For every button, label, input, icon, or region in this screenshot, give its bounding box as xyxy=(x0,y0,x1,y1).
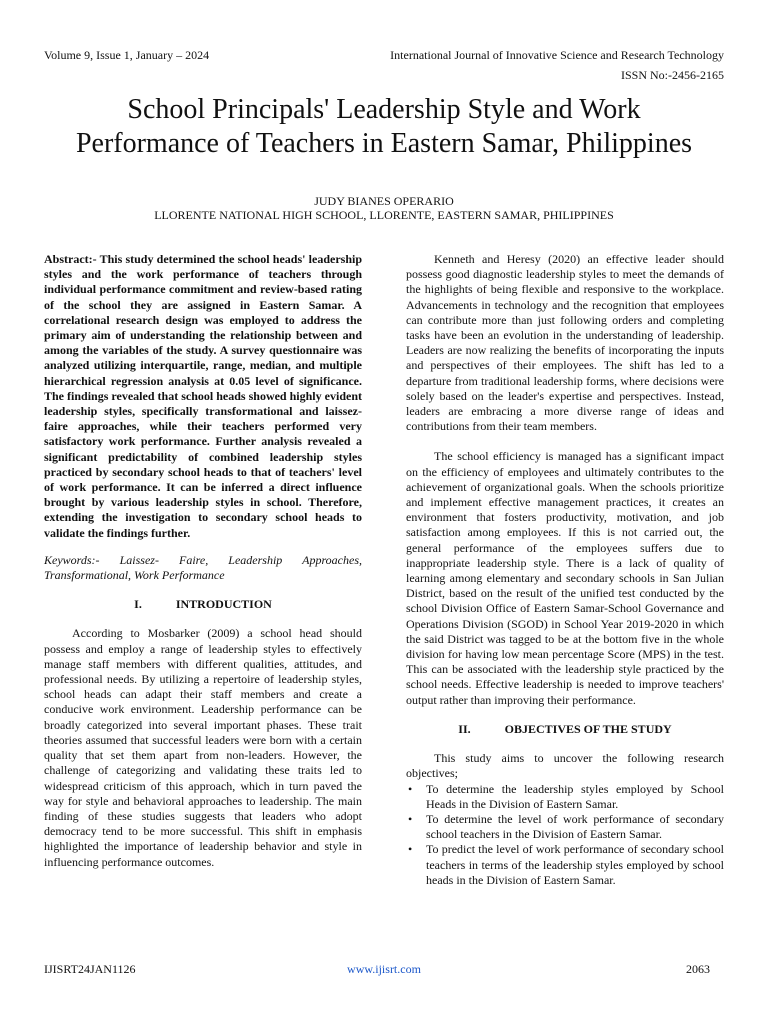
title-line-1: School Principals' Leadership Style and Work xyxy=(127,94,641,125)
objective-item xyxy=(406,812,724,842)
objectives-number: II. xyxy=(458,721,471,736)
bullet-icon: • xyxy=(408,781,413,796)
left-column xyxy=(44,252,362,870)
intro-title: INTRODUCTION xyxy=(175,597,272,612)
keywords: Keywords:- Laissez- Faire, Leadership Approaches, Transformational, Work Performance xyxy=(44,552,362,583)
objectives-list xyxy=(406,782,724,888)
bullet-icon: • xyxy=(408,842,413,857)
footer-website-link[interactable]: www.ijisrt.com xyxy=(347,962,421,976)
page-number: 2063 xyxy=(686,962,710,976)
intro-paragraph-1: According to Mosbarker (2009) a school head should possess and employ a range of leadership styles to effectively manage staff members with different qualities, attitudes, and professional needs. By utilizing a repertoire of leadership styles, school heads can adapt their staff members and create a conducive work environment. Leadership performance can be broadly categorized into several important phases. These trait theories assumed that successful leaders were born with a certain quality that set them apart from non-leaders. However, the challenge of categorizing and validating these traits led to widespread criticism of this approach, which in turn paved the way for style and behavioral approaches to leadership. The main finding of these studies suggests that leaders who adopt democracy tend to be more successful. This shift in emphasis highlighted the importance of leadership behavior and style in influencing performance outcomes. xyxy=(44,626,362,869)
objective-text: To predict the level of work performance of secondary school teachers in terms of the leadership styles employed by school heads in the Division of Eastern Samar. xyxy=(426,842,724,887)
objectives-title: OBJECTIVES OF THE STUDY xyxy=(504,721,672,736)
paper-title xyxy=(30,93,738,161)
objectives-heading xyxy=(406,722,724,737)
header-journal: International Journal of Innovative Science and Research Technology xyxy=(390,48,724,62)
footer-code: IJISRT24JAN1126 xyxy=(44,962,136,976)
objective-item xyxy=(406,782,724,812)
title-line-2: Performance of Teachers in Eastern Samar, Philippines xyxy=(75,128,693,159)
right-column xyxy=(406,252,724,888)
objective-text: To determine the leadership styles employed by School Heads in the Division of Eastern Samar. xyxy=(426,781,724,811)
abstract: Abstract:- This study determined the school heads' leadership styles and the work performance of teachers through individual performance commitment and review-based rating of the school they are assigned in Eastern Samar. A correlational research design was employed to address the primary aim of understanding the relationship between and among the variables of the study. A survey questionnaire was analyzed utilizing interquartile, range, median, and multiple hierarchical regression analysis at 0.05 level of significance. The findings revealed that school heads showed highly evident leadership styles, specifically transformational and laissez-faire approaches, while their teachers performed very satisfactory work performance. Further analysis revealed a significant predictability of combined leadership styles practiced by secondary school heads to that of teachers' level of work performance. It can be inferred a direct influence brought by various leadership styles in school. Therefore, extending the investigation to secondary school heads to validate the findings further. xyxy=(44,252,362,540)
objective-text: To determine the level of work performance of secondary school teachers in the Division of Eastern Samar. xyxy=(426,811,724,842)
header-issn: ISSN No:-2456-2165 xyxy=(620,68,724,82)
objective-item xyxy=(406,842,724,888)
author-name: JUDY BIANES OPERARIO xyxy=(314,194,454,208)
header-volume: Volume 9, Issue 1, January – 2024 xyxy=(44,48,210,62)
intro-paragraph-3: The school efficiency is managed has a significant impact on the efficiency of employees and ultimately contributes to the achievement of organizational goals. When the schools prioritize and implement effective management practices, it creates an environment that fosters productivity, motivation, and job satisfaction among employees. If this is not carried out, the general performance of the employees suffers due to inappropriate leadership style. There is a lack of quality of learning among elementary and secondary schools in San Julian District, based on the result of the unified test conducted by the school Division Office of Eastern Samar-School Governance and Operations Division (SGOD) in School Year 2019-2020 in which the said District was tagged to be at the bottom five in the whole division for having low mean percentage Score (MPS) in the test. This can be associated with the leadership style practiced by the school needs. Effective leadership is needed to improve teachers' output rather than improving their performance. xyxy=(406,449,724,707)
intro-heading xyxy=(44,597,362,612)
bullet-icon: • xyxy=(408,811,413,826)
intro-paragraph-2: Kenneth and Heresy (2020) an effective leader should possess good diagnostic leadership styles to meet the demands of the highlights of being flexible and responsive to the workplace. Advancements in technology and the recognition that employees can contribute more than just following orders and completing tasks have been an evolution in the understanding of leadership. Leaders are now realizing the benefits of incorporating the inputs and perspectives of their employees. The shift has led to a departure from traditional leadership forms, where decisions were solely based on the leader's expertise and perspectives. Instead, leaders are embracing a more diverse range of ideas and contributions from their team members. xyxy=(406,252,724,434)
intro-number: I. xyxy=(134,597,142,612)
author-affiliation: LLORENTE NATIONAL HIGH SCHOOL, LLORENTE, EASTERN SAMAR, PHILIPPINES xyxy=(154,208,614,222)
objectives-intro: This study aims to uncover the following research objectives; xyxy=(406,751,724,781)
